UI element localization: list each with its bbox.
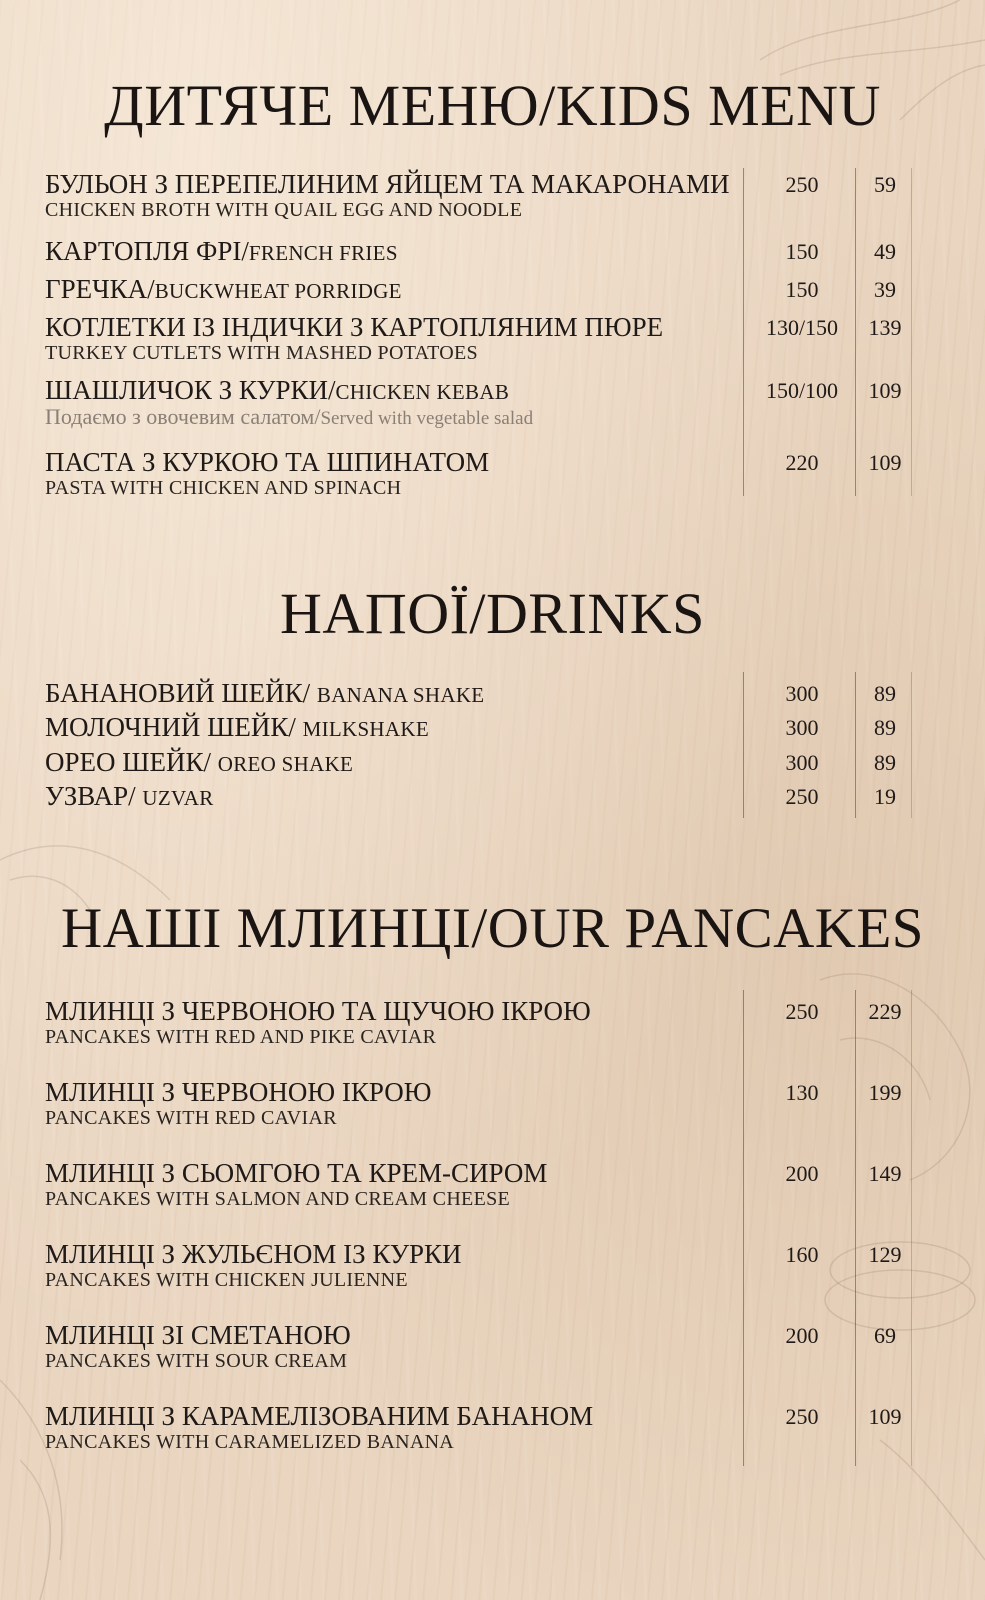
item-name-ua: ШАШЛИЧОК З КУРКИ/CHICKEN KEBAB: [45, 375, 510, 405]
item-name-ua: МЛИНЦІ З СЬОМГОЮ ТА КРЕМ-СИРОМ: [45, 1158, 548, 1188]
item-weight: 160: [785, 1242, 819, 1267]
item-weight: 300: [785, 681, 819, 706]
menu-item-drinks-3: [45, 780, 965, 814]
item-weight: 300: [785, 750, 819, 775]
menu-item-pancakes-5: [45, 1400, 965, 1460]
item-name-ua: МЛИНЦІ З ЧЕРВОНОЮ ТА ЩУЧОЮ ІКРОЮ: [45, 996, 591, 1026]
item-name-en: PANCAKES WITH RED CAVIAR: [45, 1107, 337, 1129]
item-weight: 200: [785, 1323, 819, 1348]
item-name-ua: МЛИНЦІ З ЖУЛЬЄНОМ ІЗ КУРКИ: [45, 1239, 462, 1269]
pancakes-right-divider: [911, 990, 912, 1466]
item-name-en: CHICKEN KEBAB: [335, 380, 510, 404]
menu-item-drinks-0: [45, 677, 965, 711]
item-price: 59: [874, 172, 896, 197]
item-weight: 250: [785, 999, 819, 1024]
item-price: 109: [868, 450, 902, 475]
item-name-en: OREO SHAKE: [217, 752, 354, 776]
item-weight: 150/100: [765, 378, 839, 403]
item-price: 199: [868, 1080, 902, 1105]
item-name-en: PASTA WITH CHICKEN AND SPINACH: [45, 477, 402, 499]
item-weight: 300: [785, 715, 819, 740]
item-name-en: PANCAKES WITH SALMON AND CREAM CHEESE: [45, 1188, 511, 1210]
menu-item-kids-3: [45, 311, 965, 371]
item-weight: 150: [785, 239, 819, 264]
item-name-ua: КАРТОПЛЯ ФРІ/FRENCH FRIES: [45, 236, 398, 266]
item-serving-note: Подаємо з овочевим салатом/Served with vegetable salad: [45, 404, 534, 429]
menu-item-kids-0: [45, 168, 965, 228]
item-price: 89: [874, 715, 896, 740]
item-name-ua: БУЛЬОН З ПЕРЕПЕЛИНИМ ЯЙЦЕМ ТА МАКАРОНАМИ: [45, 169, 730, 199]
menu-item-pancakes-0: [45, 995, 965, 1055]
item-price: 39: [874, 277, 896, 302]
item-name-ua: КОТЛЕТКИ ІЗ ІНДИЧКИ З КАРТОПЛЯНИМ ПЮРЕ: [45, 312, 664, 342]
item-name-ua: ПАСТА З КУРКОЮ ТА ШПИНАТОМ: [45, 447, 490, 477]
item-price: 69: [874, 1323, 896, 1348]
menu-item-pancakes-3: [45, 1238, 965, 1298]
item-weight: 150: [785, 277, 819, 302]
item-price: 149: [868, 1161, 902, 1186]
item-name-ua: МЛИНЦІ З КАРАМЕЛІЗОВАНИМ БАНАНОМ: [45, 1401, 594, 1431]
menu-item-kids-2: [45, 273, 965, 307]
item-weight: 130/150: [765, 315, 839, 340]
item-weight: 250: [785, 172, 819, 197]
item-name-en: PANCAKES WITH RED AND PIKE CAVIAR: [45, 1026, 437, 1048]
item-price: 139: [868, 315, 902, 340]
item-price: 129: [868, 1242, 902, 1267]
menu-item-kids-5: [45, 446, 965, 506]
item-name-en: FRENCH FRIES: [248, 241, 398, 265]
menu-item-drinks-1: [45, 711, 965, 745]
item-price: 109: [868, 1404, 902, 1429]
item-price: 49: [874, 239, 896, 264]
kids-menu-title: ДИТЯЧЕ МЕНЮ/KIDS MENU: [104, 73, 881, 138]
item-weight: 250: [785, 1404, 819, 1429]
menu-item-pancakes-4: [45, 1319, 965, 1379]
pancakes-weight-divider: [743, 990, 744, 1466]
item-price: 89: [874, 681, 896, 706]
item-name-en: BANANA SHAKE: [316, 683, 485, 707]
menu-item-kids-1: [45, 235, 965, 269]
item-price: 109: [868, 378, 902, 403]
pancakes-price-divider: [855, 990, 856, 1466]
item-name-en: PANCAKES WITH CHICKEN JULIENNE: [45, 1269, 408, 1291]
drinks-title: НАПОЇ/DRINKS: [280, 581, 705, 646]
item-name-en: BUCKWHEAT PORRIDGE: [154, 279, 402, 303]
menu-item-pancakes-2: [45, 1157, 965, 1217]
item-name-ua: УЗВАР/ UZVAR: [45, 781, 214, 811]
item-name-ua: МЛИНЦІ ЗІ СМЕТАНОЮ: [45, 1320, 351, 1350]
item-name-ua: ГРЕЧКА/BUCKWHEAT PORRIDGE: [45, 274, 402, 304]
item-name-en: PANCAKES WITH CARAMELIZED BANANA: [45, 1431, 455, 1453]
item-price: 19: [874, 784, 896, 809]
item-weight: 250: [785, 784, 819, 809]
item-weight: 220: [785, 450, 819, 475]
item-name-en: TURKEY CUTLETS WITH MASHED POTATOES: [45, 342, 478, 364]
item-name-ua: БАНАНОВИЙ ШЕЙК/ BANANA SHAKE: [45, 678, 485, 708]
menu-item-kids-4: [45, 374, 965, 436]
item-name-en: CHICKEN BROTH WITH QUAIL EGG AND NOODLE: [45, 199, 523, 221]
item-name-en: PANCAKES WITH SOUR CREAM: [45, 1350, 348, 1372]
item-weight: 130: [785, 1080, 819, 1105]
item-name-en: UZVAR: [142, 786, 214, 810]
item-price: 89: [874, 750, 896, 775]
item-weight: 200: [785, 1161, 819, 1186]
item-price: 229: [868, 999, 902, 1024]
pancakes-title: НАШІ МЛИНЦІ/OUR PANCAKES: [61, 897, 924, 960]
item-name-ua: МОЛОЧНИЙ ШЕЙК/ MILKSHAKE: [45, 712, 429, 742]
item-name-ua: МЛИНЦІ З ЧЕРВОНОЮ ІКРОЮ: [45, 1077, 432, 1107]
menu-item-drinks-2: [45, 746, 965, 780]
item-name-ua: ОРЕО ШЕЙК/ OREO SHAKE: [45, 747, 354, 777]
item-name-en: MILKSHAKE: [302, 717, 429, 741]
menu-item-pancakes-1: [45, 1076, 965, 1136]
